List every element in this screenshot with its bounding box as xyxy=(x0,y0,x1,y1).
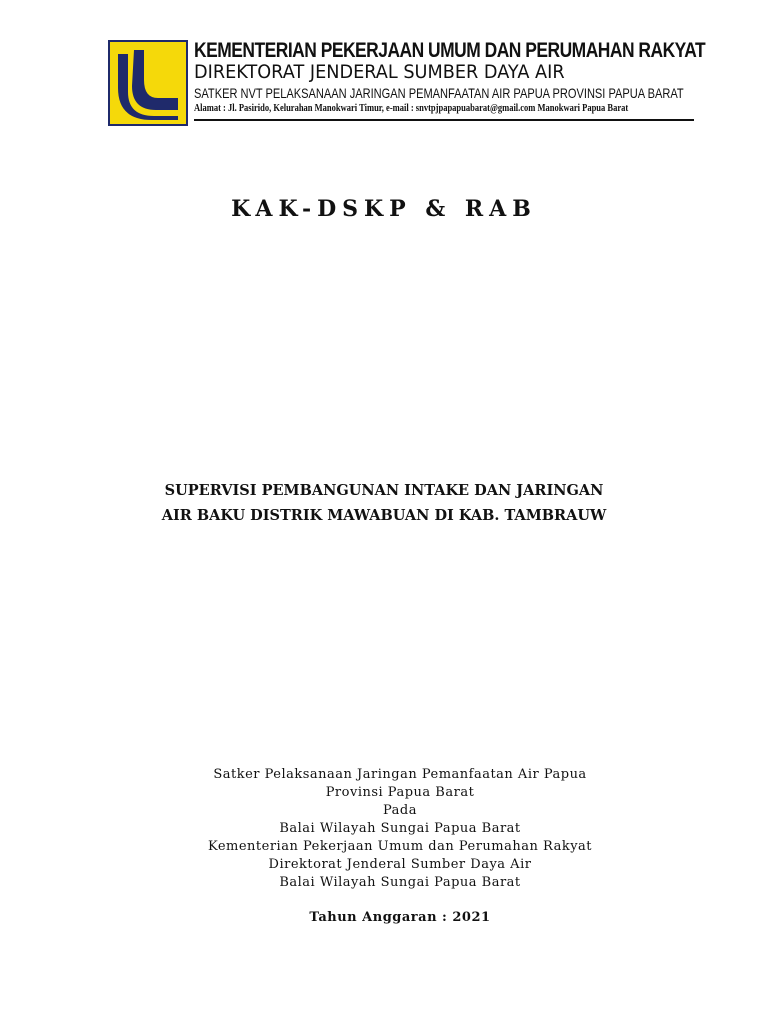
letterhead-text xyxy=(194,39,706,115)
address-line: Alamat : Jl. Pasirido, Kelurahan Manokwari Timur, e-mail : snvtpjpapapuabarat@gmail.com Manokwari Papua Barat xyxy=(194,103,629,114)
issuer-line: Direktorat Jenderal Sumber Daya Air xyxy=(268,857,532,872)
issuer-block xyxy=(0,766,768,892)
document-subject xyxy=(0,478,768,528)
subject-line: AIR BAKU DISTRIK MAWABUAN DI KAB. TAMBRAUW xyxy=(161,507,607,524)
issuer-line: Pada xyxy=(383,803,417,818)
letterhead-divider xyxy=(194,119,694,121)
directorate-name: DIREKTORAT JENDERAL SUMBER DAYA AIR xyxy=(194,61,565,83)
ministry-name: KEMENTERIAN PEKERJAAN UMUM DAN PERUMAHAN RAKYAT xyxy=(194,39,706,62)
issuer-line: Provinsi Papua Barat xyxy=(325,785,475,800)
letterhead xyxy=(108,39,706,128)
issuer-line: Balai Wilayah Sungai Papua Barat xyxy=(279,821,521,836)
pupr-logo-icon xyxy=(108,40,188,126)
issuer-line: Kementerian Pekerjaan Umum dan Perumahan Rakyat xyxy=(207,839,593,854)
unit-name: SATKER NVT PELAKSANAAN JARINGAN PEMANFAATAN AIR PAPUA PROVINSI PAPUA BARAT xyxy=(194,85,684,101)
document-title: KAK-DSKP & RAB xyxy=(231,196,537,222)
subject-line: SUPERVISI PEMBANGUNAN INTAKE DAN JARINGAN xyxy=(164,482,604,499)
issuer-line: Balai Wilayah Sungai Papua Barat xyxy=(279,875,521,890)
issuer-line: Satker Pelaksanaan Jaringan Pemanfaatan Air Papua xyxy=(213,767,587,782)
fiscal-year: Tahun Anggaran : 2021 xyxy=(309,910,491,925)
